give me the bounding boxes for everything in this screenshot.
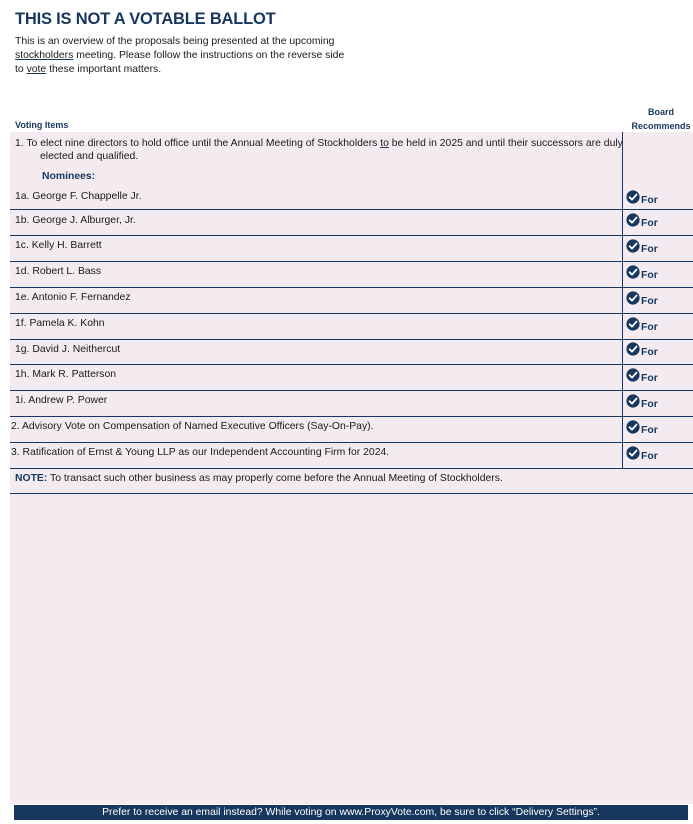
voting-item-label: 1e. Antonio F. Fernandez xyxy=(15,292,131,303)
vote-link[interactable]: vote xyxy=(26,64,47,75)
board-recommendation xyxy=(626,368,658,382)
note-label: NOTE: xyxy=(15,473,48,484)
recommendation-value: For xyxy=(641,425,658,436)
intro-part-3: these important matters. xyxy=(46,64,162,75)
checkmark-icon xyxy=(626,420,640,434)
intro-text xyxy=(15,35,345,77)
checkmark-icon xyxy=(626,213,640,227)
intro-part-2: meeting. Please follow the instructions on the reverse side to xyxy=(15,50,345,75)
recommendation-value: For xyxy=(641,373,658,384)
note-text xyxy=(15,473,503,484)
row-divider xyxy=(10,390,693,391)
board-recommendation xyxy=(626,213,658,227)
proposal-1-part-1: 1. To elect nine directors to hold office until the Annual Meeting of Stockholders xyxy=(15,138,381,149)
board-recommendation xyxy=(626,239,658,253)
voting-item-label: 1h. Mark R. Patterson xyxy=(15,369,117,380)
row-divider xyxy=(10,261,693,262)
row-divider xyxy=(10,442,693,443)
recommendation-value: For xyxy=(641,399,658,410)
row-divider xyxy=(10,468,693,469)
proposal-1-text xyxy=(15,137,625,163)
recommendation-value: For xyxy=(641,195,658,206)
board-recommendation xyxy=(626,190,658,204)
checkmark-icon xyxy=(626,368,640,382)
recommendation-value: For xyxy=(641,347,658,358)
board-recommendation xyxy=(626,394,658,408)
voting-item-label: 1b. George J. Alburger, Jr. xyxy=(15,215,136,226)
checkmark-icon xyxy=(626,239,640,253)
nominees-label: Nominees: xyxy=(42,171,96,182)
proposal-1-part-2: be held in 2025 and until their successors are duly elected and qualified. xyxy=(40,138,623,162)
recommendation-value: For xyxy=(641,218,658,229)
voting-items-header: Voting Items xyxy=(15,120,69,130)
voting-item-label: 1a. George F. Chappelle Jr. xyxy=(15,191,142,202)
checkmark-icon xyxy=(626,394,640,408)
recommendation-value: For xyxy=(641,451,658,462)
column-divider xyxy=(622,132,623,468)
board-recommendation xyxy=(626,342,658,356)
voting-item-label: 2. Advisory Vote on Compensation of Named Executive Officers (Say-On-Pay). xyxy=(11,421,374,432)
board-recommendation xyxy=(626,317,658,331)
row-divider xyxy=(10,339,693,340)
row-divider xyxy=(10,287,693,288)
stockholders-link[interactable]: stockholders xyxy=(15,50,74,61)
recommendation-value: For xyxy=(641,296,658,307)
board-recommendation xyxy=(626,291,658,305)
recommendation-value: For xyxy=(641,322,658,333)
row-divider xyxy=(10,313,693,314)
board-recommendation xyxy=(626,265,658,279)
row-divider xyxy=(10,209,693,210)
checkmark-icon xyxy=(626,291,640,305)
note-body: To transact such other business as may properly come before the Annual Meeting of Stockholders. xyxy=(47,473,503,484)
voting-item-label: 3. Ratification of Ernst & Young LLP as our Independent Accounting Firm for 2024. xyxy=(11,447,390,458)
row-divider xyxy=(10,416,693,417)
intro-part-1: This is an overview of the proposals being presented at the upcoming xyxy=(15,36,335,47)
voting-item-label: 1d. Robert L. Bass xyxy=(15,266,102,277)
note-divider xyxy=(10,493,693,494)
checkmark-icon xyxy=(626,265,640,279)
recommendation-value: For xyxy=(641,270,658,281)
checkmark-icon xyxy=(626,190,640,204)
voting-item-label: 1i. Andrew P. Power xyxy=(15,395,108,406)
voting-item-label: 1f. Pamela K. Kohn xyxy=(15,318,105,329)
checkmark-icon xyxy=(626,446,640,460)
ballot-title: THIS IS NOT A VOTABLE BALLOT xyxy=(15,10,276,28)
board-recommendation xyxy=(626,420,658,434)
delivery-settings-banner: Prefer to receive an email instead? While voting on www.ProxyVote.com, be sure to click “Delivery Settings”. xyxy=(14,805,688,820)
recommendation-value: For xyxy=(641,244,658,255)
row-divider xyxy=(10,364,693,365)
checkmark-icon xyxy=(626,317,640,331)
proposal-1-to-link[interactable]: to xyxy=(380,138,389,149)
voting-item-label: 1c. Kelly H. Barrett xyxy=(15,240,102,251)
row-divider xyxy=(10,235,693,236)
checkmark-icon xyxy=(626,342,640,356)
board-recommends-header: Board Recommends xyxy=(631,107,691,131)
voting-item-label: 1g. David J. Neithercut xyxy=(15,344,121,355)
board-recommendation xyxy=(626,446,658,460)
